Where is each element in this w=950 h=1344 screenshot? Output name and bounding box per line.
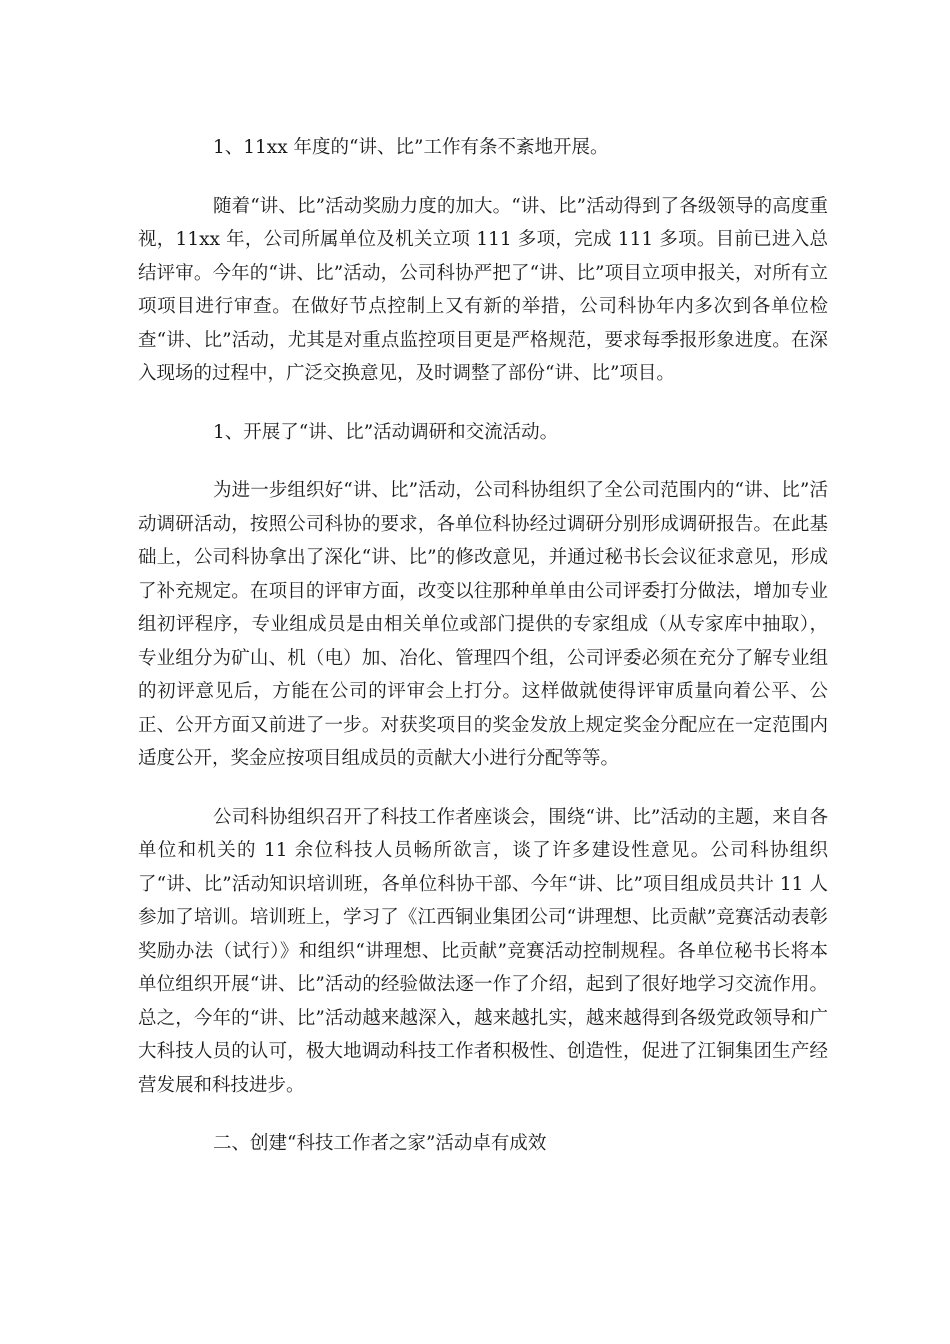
body-paragraph-1: 随着“讲、比”活动奖励力度的加大。“讲、比”活动得到了各级领导的高度重视，11xx 年，公司所属单位及机关立项 111 多项，完成 111 多项。目前已进入总结评审。今年的“讲、比”活动，公司科协严把了“讲、比”项目立项申报关，对所有立项项目进行审查。在做好节点控制上又有新的举措，公司科协年内多次到各单位检查“讲、比”活动，尤其是对重点监控项目更是严格规范，要求每季报形象进度。在深入现场的过程中，广泛交换意见，及时调整了部份“讲、比”项目。 — [138, 195, 828, 384]
body-paragraph-3: 公司科协组织召开了科技工作者座谈会，围绕“讲、比”活动的主题，来自各单位和机关的 11 余位科技人员畅所欲言，谈了许多建设性意见。公司科协组织了“讲、比”活动知识培训班，各单位科协干部、今年“讲、比”项目组成员共计 11 人参加了培训。培训班上，学习了《江西铜业集团公司“讲理想、比贡献”竞赛活动表彰奖励办法（试行）》和组织“讲理想、比贡献”竞赛活动控制规程。各单位秘书长将本单位组织开展“讲、比”活动的经验做法逐一作了介绍，起到了很好地学习交流作用。总之，今年的“讲、比”活动越来越深入，越来越扎实，越来越得到各级党政领导和广大科技人员的认可，极大地调动科技工作者积极性、创造性，促进了江铜集团生产经营发展和科技进步。 — [138, 806, 828, 1096]
section-heading-1: 1、11xx 年度的“讲、比”工作有条不紊地开展。 — [213, 137, 609, 158]
section-heading-2: 1、开展了“讲、比”活动调研和交流活动。 — [213, 421, 559, 443]
body-paragraph-2: 为进一步组织好“讲、比”活动，公司科协组织了全公司范围内的“讲、比”活动调研活动，按照公司科协的要求，各单位科协经过调研分别形成调研报告。在此基础上，公司科协拿出了深化“讲、比”的修改意见，并通过秘书长会议征求意见，形成了补充规定。在项目的评审方面，改变以往那种单单由公司评委打分做法，增加专业组初评程序，专业组成员是由相关单位或部门提供的专家组成（从专家库中抽取），专业组分为矿山、机（电）加、冶化、管理四个组，公司评委必须在充分了解专业组的初评意见后，方能在公司的评审会上打分。这样做就使得评审质量向着公平、公正、公开方面又前进了一步。对获奖项目的奖金发放上规定奖金分配应在一定范围内适度公开，奖金应按项目组成员的贡献大小进行分配等等。 — [138, 480, 828, 769]
section-heading-3: 二、创建“科技工作者之家”活动卓有成效 — [213, 1133, 547, 1154]
document-body — [138, 131, 828, 1186]
